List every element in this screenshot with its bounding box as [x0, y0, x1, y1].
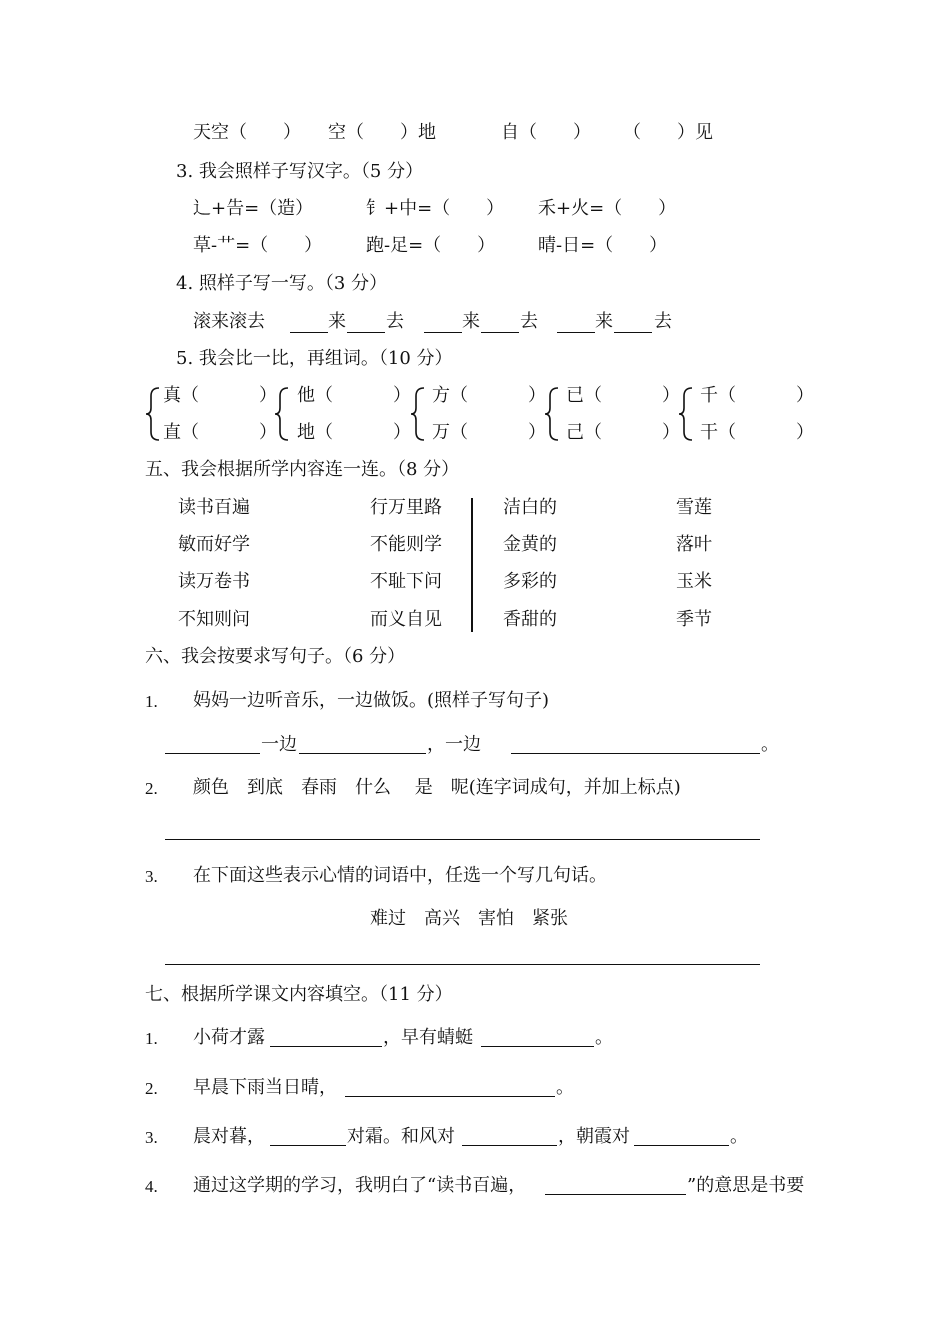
sentence-end: 。	[595, 1027, 613, 1048]
fill-item-tiankong: 天空（ ）	[193, 122, 301, 143]
match-item-right[interactable]: 落叶	[676, 534, 712, 555]
compare-word-top: 千（	[700, 385, 736, 406]
close-paren: ）	[393, 385, 411, 406]
question-3-title: 3. 我会照样子写汉字。（5 分）	[176, 161, 424, 182]
char-item: 禾+火=（ ）	[538, 198, 677, 219]
divider-line	[471, 498, 473, 632]
section-7-title: 七、根据所学课文内容填空。（11 分）	[145, 984, 453, 1005]
word-lai: 来	[462, 311, 480, 332]
question-number: 1.	[145, 1029, 158, 1048]
char-item: 辶+告=（造）	[193, 198, 314, 219]
word-qu: 去	[386, 311, 404, 332]
match-item-right[interactable]: 行万里路	[370, 497, 442, 518]
match-item-left[interactable]: 香甜的	[503, 609, 557, 630]
match-item-right[interactable]: 而义自见	[370, 609, 442, 630]
word-lai: 来	[328, 311, 346, 332]
sentence-word: 一边	[261, 734, 297, 755]
match-item-left[interactable]: 金黄的	[503, 534, 557, 555]
fill-item-zi: 自（ ）	[501, 122, 591, 143]
compare-word-bottom: 干（	[700, 422, 736, 443]
left-brace-icon	[410, 386, 426, 442]
close-paren: ）	[259, 422, 277, 443]
close-paren: ）	[528, 422, 546, 443]
question-text: 妈妈一边听音乐，一边做饭。(照样子写句子)	[193, 690, 550, 711]
question-text: 对霜。和风对	[347, 1126, 455, 1147]
word-lai: 来	[595, 311, 613, 332]
answer-blank[interactable]	[270, 1145, 346, 1146]
answer-blank[interactable]	[424, 332, 462, 333]
question-5-title: 5. 我会比一比，再组词。（10 分）	[176, 348, 453, 369]
question-number: 3.	[145, 867, 158, 886]
compare-word-bottom: 万（	[432, 422, 468, 443]
question-number: 3.	[145, 1128, 158, 1147]
section-6-title: 六、我会按要求写句子。（6 分）	[145, 646, 406, 667]
question-4-title: 4. 照样子写一写。（3 分）	[176, 273, 388, 294]
close-paren: ）	[796, 422, 814, 443]
close-paren: ）	[662, 422, 680, 443]
compare-word-bottom: 直（	[163, 422, 199, 443]
left-brace-icon	[274, 386, 290, 442]
match-item-right[interactable]: 不能则学	[370, 534, 442, 555]
answer-blank[interactable]	[347, 332, 385, 333]
answer-blank[interactable]	[545, 1194, 686, 1195]
char-item: 钅+中=（ ）	[366, 198, 505, 219]
compare-word-top: 他（	[297, 385, 333, 406]
match-item-right[interactable]: 玉米	[676, 571, 712, 592]
question-number: 2.	[145, 1079, 158, 1098]
fill-item-kongdi: 空（ ）地	[328, 122, 436, 143]
fill-item-jian: （ ）见	[623, 122, 713, 143]
close-paren: ）	[528, 385, 546, 406]
question-number: 4.	[145, 1177, 158, 1196]
match-item-right[interactable]: 不耻下问	[370, 571, 442, 592]
answer-blank[interactable]	[462, 1145, 557, 1146]
match-item-left[interactable]: 不知则问	[178, 609, 250, 630]
close-paren: ）	[662, 385, 680, 406]
question-text: ，朝霞对	[558, 1126, 630, 1147]
mood-words: 难过 高兴 害怕 紧张	[370, 908, 568, 929]
word-qu: 去	[654, 311, 672, 332]
question-text: 小荷才露	[193, 1027, 265, 1048]
char-item: 晴-日=（ ）	[538, 235, 668, 256]
match-item-left[interactable]: 读万卷书	[178, 571, 250, 592]
char-item: 草-艹=（ ）	[193, 235, 323, 256]
sentence-end: 。	[730, 1126, 748, 1147]
answer-line[interactable]	[165, 964, 760, 965]
question-text: 颜色 到底 春雨 什么 是 呢(连字词成句，并加上标点)	[193, 777, 681, 798]
word-qu: 去	[520, 311, 538, 332]
answer-blank[interactable]	[511, 753, 760, 754]
answer-blank[interactable]	[299, 753, 426, 754]
left-brace-icon	[145, 386, 161, 442]
left-brace-icon	[544, 386, 560, 442]
answer-blank[interactable]	[481, 332, 519, 333]
compare-word-bottom: 地（	[297, 422, 333, 443]
compare-word-bottom: 己（	[566, 422, 602, 443]
compare-word-top: 已（	[566, 385, 602, 406]
example-word: 滚来滚去	[193, 311, 265, 332]
question-text: 早晨下雨当日晴，	[193, 1077, 337, 1098]
answer-blank[interactable]	[481, 1046, 594, 1047]
compare-word-top: 真（	[163, 385, 199, 406]
match-item-left[interactable]: 洁白的	[503, 497, 557, 518]
question-text: ，早有蜻蜓	[383, 1027, 473, 1048]
question-number: 1.	[145, 692, 158, 711]
match-item-left[interactable]: 敏而好学	[178, 534, 250, 555]
sentence-end: 。	[556, 1077, 574, 1098]
close-paren: ）	[259, 385, 277, 406]
match-item-right[interactable]: 季节	[676, 609, 712, 630]
answer-blank[interactable]	[557, 332, 595, 333]
question-number: 2.	[145, 779, 158, 798]
answer-blank[interactable]	[270, 1046, 382, 1047]
answer-blank[interactable]	[634, 1145, 729, 1146]
sentence-end: 。	[761, 734, 779, 755]
answer-blank[interactable]	[290, 332, 328, 333]
answer-blank[interactable]	[165, 753, 260, 754]
answer-line[interactable]	[165, 839, 760, 840]
sentence-word: ，一边	[427, 734, 481, 755]
question-text: 在下面这些表示心情的词语中，任选一个写几句话。	[193, 865, 607, 886]
left-brace-icon	[678, 386, 694, 442]
close-paren: ）	[393, 422, 411, 443]
section-5-title: 五、我会根据所学内容连一连。（8 分）	[145, 459, 460, 480]
answer-blank[interactable]	[614, 332, 652, 333]
answer-blank[interactable]	[345, 1096, 555, 1097]
question-text: ”的意思是书要	[687, 1175, 805, 1196]
question-text: 晨对暮，	[193, 1126, 265, 1147]
match-item-right[interactable]: 雪莲	[676, 497, 712, 518]
char-item: 跑-足=（ ）	[366, 235, 496, 256]
close-paren: ）	[796, 385, 814, 406]
question-text: 通过这学期的学习，我明白了“读书百遍，	[193, 1175, 527, 1196]
match-item-left[interactable]: 读书百遍	[178, 497, 250, 518]
match-item-left[interactable]: 多彩的	[503, 571, 557, 592]
compare-word-top: 方（	[432, 385, 468, 406]
